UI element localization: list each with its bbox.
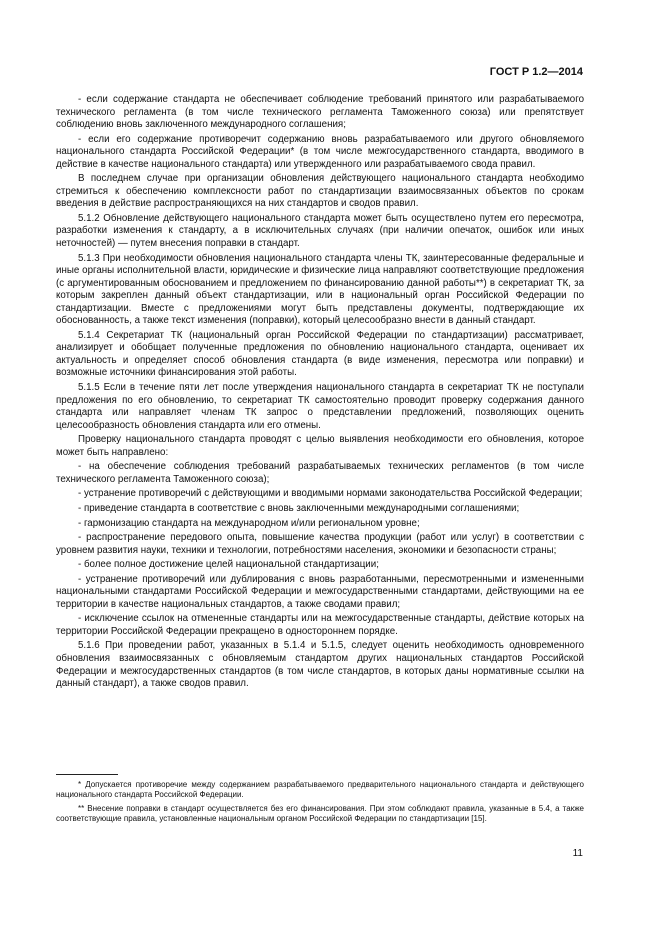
- paragraph: - если содержание стандарта не обеспечивает соблюдение требований принятого или разрабатываемого технического регламента (в том числе технического регламента Таможенного союза) или препятствует соблюдению вновь заключенного международного соглашения;: [56, 94, 584, 131]
- footnote: * Допускается противоречие между содержанием разрабатываемого предварительного национального стандарта и действующего национального стандарта Российской Федерации.: [56, 780, 584, 800]
- paragraph: В последнем случае при организации обновления действующего национального стандарта необходимо стремиться к обеспечению комплексности работ по стандартизации взаимосвязанных объектов по срокам введения в действие распространяющихся на них стандартов и сводов правил.: [56, 173, 584, 210]
- footnote: ** Внесение поправки в стандарт осуществляется без его финансирования. При этом соблюдают правила, указанные в 5.4, а также соответствующие правила, установленные национальным органом Российской Федерации по стандартизации [15].: [56, 803, 584, 824]
- footnote-divider: [56, 774, 118, 775]
- document-id-header: ГОСТ Р 1.2—2014: [489, 66, 583, 78]
- footnotes: [56, 780, 584, 828]
- paragraph: 5.1.6 При проведении работ, указанных в 5.1.4 и 5.1.5, следует оценить необходимость одновременного обновления взаимосвязанных с обновляемым стандартом других национальных стандартов Российской Федерации и межгосударственных стандартов (в том числе стандартов, в которых даны нормативные ссылки на данный стандарт), а также сводов правил.: [56, 640, 584, 690]
- paragraph: 5.1.4 Секретариат ТК (национальный орган Российской Федерации по стандартизации) рассматривает, анализирует и обобщает полученные предложения по обновлению национального стандарта, оценивает их актуальность и определяет способ обновления стандарта (в виде изменения, пересмотра или поправки) и возможные источники финансирования этой работы.: [56, 329, 584, 379]
- list-item: - более полное достижение целей национальной стандартизации;: [78, 559, 379, 571]
- list-item: - приведение стандарта в соответствие с вновь заключенными международными соглашениями;: [78, 502, 520, 514]
- page-number: 11: [572, 848, 583, 859]
- paragraph: Проверку национального стандарта проводят с целью выявления необходимости его обновления, которое может быть направлено:: [56, 434, 584, 458]
- paragraph: - если его содержание противоречит содержанию вновь разрабатываемого или другого обновляемого национального стандарта Российской Федерации* (в том числе межгосударственного стандарта, вводимого в действие в качестве национального стандарта) или утвержденного или разрабатываемого свода правил.: [56, 133, 584, 170]
- list-item: - гармонизацию стандарта на международном и/или региональном уровне;: [78, 517, 420, 529]
- body-text: [56, 94, 584, 693]
- list-item: - устранение противоречий или дублирования с вновь разработанными, пересмотренными и измененными национальными стандартами Российской Федерации и межгосударственными стандартами, действующими на ее территории в качестве национальных стандартов, а также сводами правил;: [56, 573, 584, 610]
- list-item: - на обеспечение соблюдения требований разрабатываемых технических регламентов (в том числе технического регламента Таможенного союза);: [56, 461, 584, 485]
- list-item: - исключение ссылок на отмененные стандарты или на межгосударственные стандарты, действие которых на территории Российской Федерации прекращено в одностороннем порядке.: [56, 613, 584, 637]
- list-item: - устранение противоречий с действующими и вводимыми нормами законодательства Российской Федерации;: [78, 488, 583, 500]
- paragraph: 5.1.3 При необходимости обновления национального стандарта члены ТК, заинтересованные федеральные и иные органы исполнительной власти, юридические и физические лица направляют соответствующие предложения (с аргументированным обоснованием и предложением по финансированию данной работы**) в секретариат ТК, за которым закреплен данный объект стандартизации, или в национальный орган Российской Федерации по стандартизации. Вместе с предложениями могут быть представлены документы, подтверждающие их обоснованность, а также текст изменения (поправки), который целесообразно внести в данный стандарт.: [56, 252, 584, 327]
- paragraph: 5.1.2 Обновление действующего национального стандарта может быть осуществлено путем его пересмотра, разработки изменения к стандарту, а в исключительных случаях (при наличии опечаток, ошибок или иных неточностей) — путем внесения поправки в стандарт.: [56, 212, 584, 250]
- paragraph: 5.1.5 Если в течение пяти лет после утверждения национального стандарта в секретариат ТК не поступали предложения по его обновлению, то секретариат ТК самостоятельно проводит проверку содержания данного стандарта или направляет членам ТК запрос о представлении предложений, позволяющих оценить целесообразность обновления стандарта или его отмены.: [56, 382, 584, 431]
- list-item: - распространение передового опыта, повышение качества продукции (работ или услуг) в соответствии с уровнем развития науки, техники и технологии, потребностями населения, экономики и безопасности страны;: [56, 532, 584, 556]
